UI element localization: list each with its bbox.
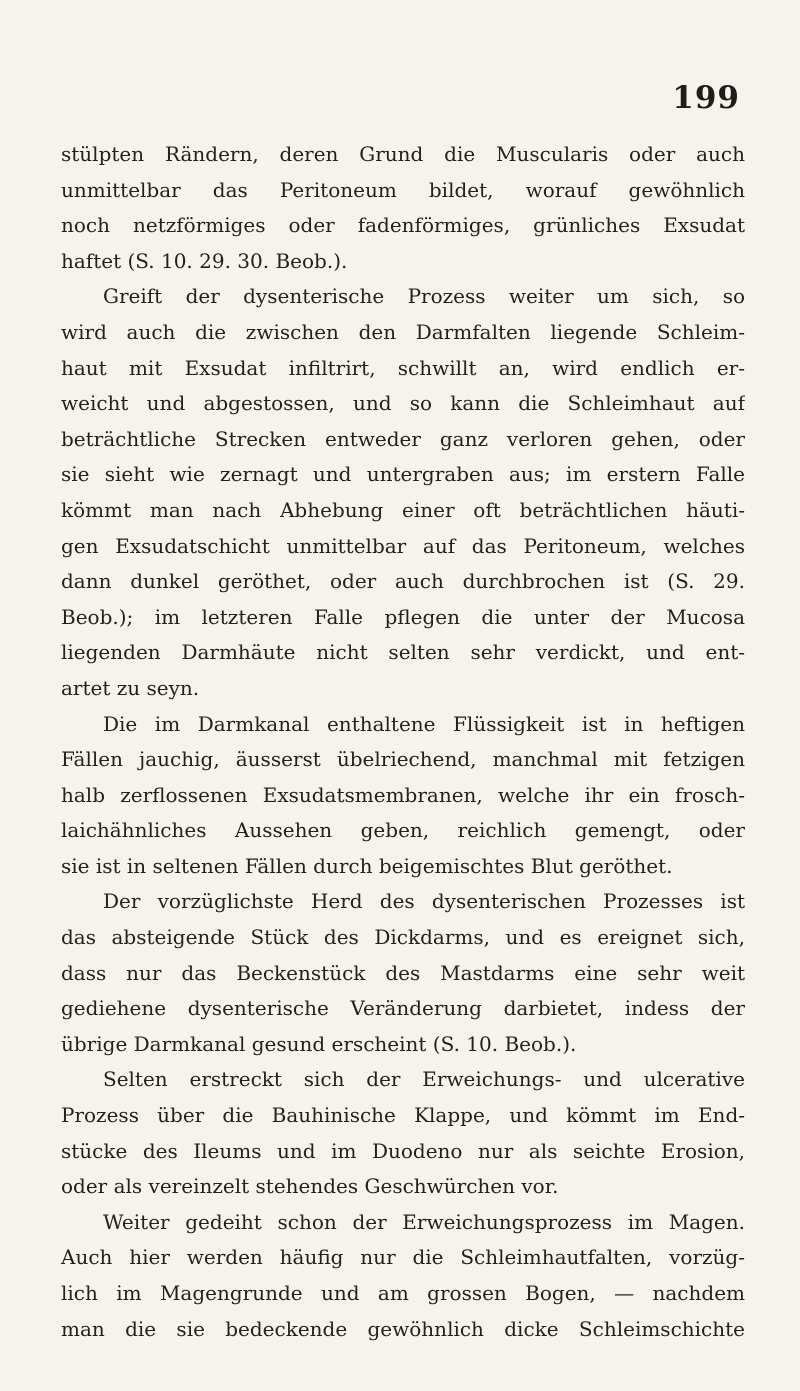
page-number: 199 — [672, 80, 740, 116]
text-line: unmittelbar das Peritoneum bildet, worauf gewöhnlich — [61, 177, 745, 202]
text-line: artet zu seyn. — [61, 675, 200, 700]
paragraph-start-line: Die im Darmkanal enthaltene Flüssigkeit ist in heftigen — [103, 711, 745, 736]
text-line: lich im Magengrunde und am grossen Bogen, — nachdem — [61, 1281, 745, 1305]
text-line: man die sie bedeckende gewöhnlich dicke Schleimschichte — [61, 1316, 745, 1341]
text-line: noch netzförmiges oder fadenförmiges, grünliches Exsudat — [61, 213, 745, 238]
text-line: das absteigende Stück des Dickdarms, und es ereignet sich, — [61, 925, 745, 950]
text-line: übrige Darmkanal gesund erscheint (S. 10. Beob.). — [61, 1031, 577, 1056]
text-line: sie ist in seltenen Fällen durch beigemischtes Blut geröthet. — [61, 853, 673, 878]
text-line: stülpten Rändern, deren Grund die Muscularis oder auch — [61, 142, 745, 166]
text-line: weicht und abgestossen, und so kann die Schleimhaut auf — [61, 391, 745, 416]
text-line: beträchtliche Strecken entweder ganz verloren gehen, oder — [61, 426, 745, 451]
text-line: gen Exsudatschicht unmittelbar auf das Peritoneum, welches — [61, 533, 745, 558]
body-text — [61, 137, 745, 1347]
text-line: dann dunkel geröthet, oder auch durchbrochen ist (S. 29. — [61, 569, 745, 594]
text-line: oder als vereinzelt stehendes Geschwürchen vor. — [61, 1174, 559, 1199]
paragraph-start-line: Selten erstreckt sich der Erweichungs- und ulcerative — [103, 1067, 745, 1092]
text-line: liegenden Darmhäute nicht selten sehr verdickt, und ent- — [61, 640, 745, 665]
text-line: halb zerflossenen Exsudatsmembranen, welche ihr ein frosch- — [61, 782, 745, 807]
paragraph-start-line: Der vorzüglichste Herd des dysenterischen Prozesses ist — [103, 889, 745, 914]
text-line: kömmt man nach Abhebung einer oft beträchtlichen häuti- — [61, 497, 745, 522]
paragraph-start-line: Greift der dysenterische Prozess weiter um sich, so — [103, 284, 745, 309]
text-line: Prozess über die Bauhinische Klappe, und kömmt im End- — [61, 1103, 745, 1128]
text-line: Auch hier werden häufig nur die Schleimhautfalten, vorzüg- — [61, 1245, 745, 1270]
text-line: stücke des Ileums und im Duodeno nur als seichte Erosion, — [61, 1138, 745, 1163]
text-line: dass nur das Beckenstück des Mastdarms eine sehr weit — [61, 960, 745, 985]
text-line: sie sieht wie zernagt und untergraben aus; im erstern Falle — [61, 462, 745, 487]
text-line: Fällen jauchig, äusserst übelriechend, manchmal mit fetzigen — [61, 747, 745, 772]
paragraph-start-line: Weiter gedeiht schon der Erweichungsprozess im Magen. — [103, 1209, 745, 1234]
text-line: laichähnliches Aussehen geben, reichlich gemengt, oder — [61, 818, 745, 843]
text-line: gediehene dysenterische Veränderung darbietet, indess der — [61, 996, 745, 1021]
text-line: haut mit Exsudat infiltrirt, schwillt an, wird endlich er- — [61, 355, 745, 380]
text-line: Beob.); im letzteren Falle pflegen die unter der Mucosa — [61, 604, 745, 629]
text-line: haftet (S. 10. 29. 30. Beob.). — [61, 248, 348, 273]
text-line: wird auch die zwischen den Darmfalten liegende Schleim- — [61, 319, 745, 344]
